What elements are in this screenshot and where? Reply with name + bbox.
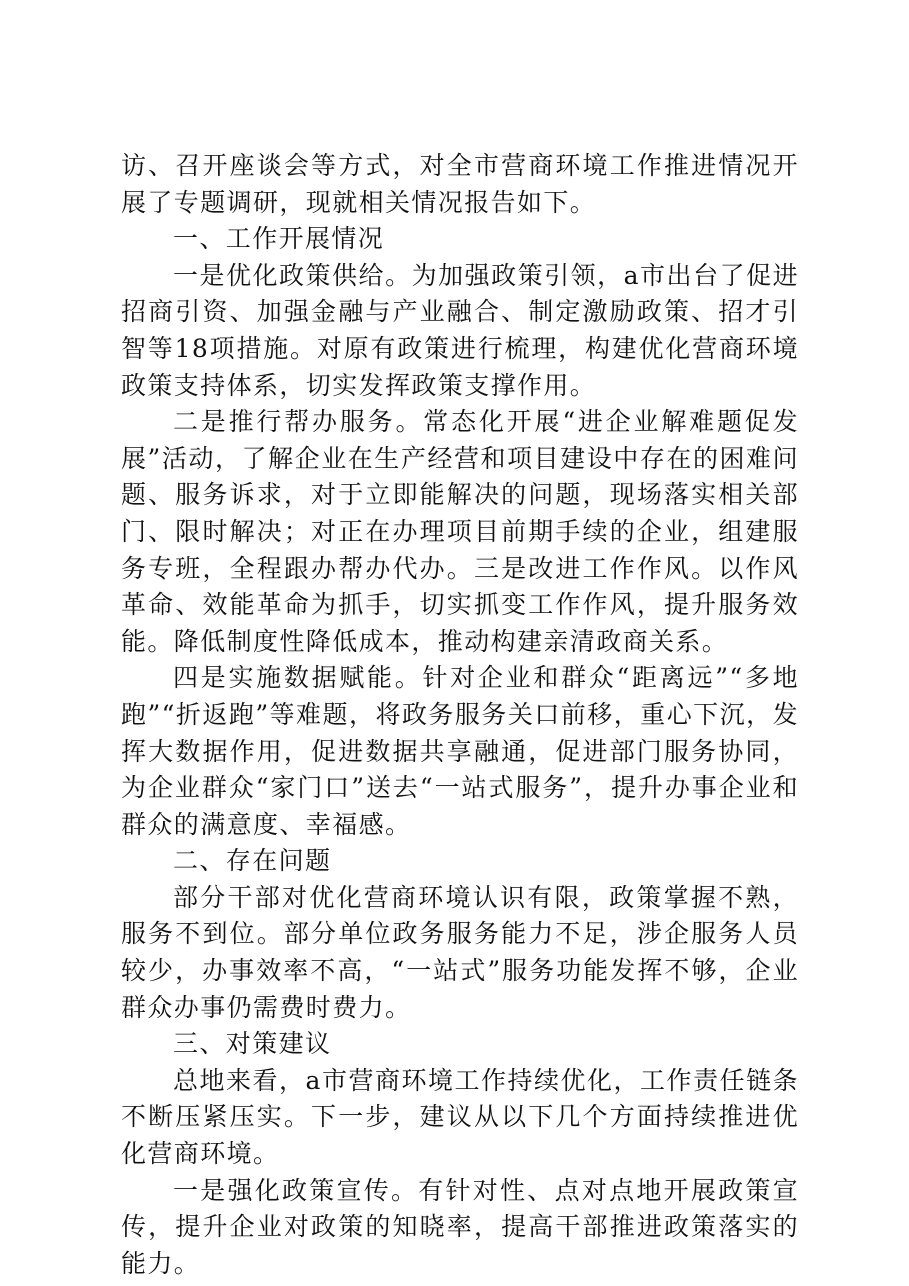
paragraph-data-empower: 四是实施数据赋能。针对企业和群众“距离远”“多地跑”“折返跑”等难题，将政务服务关口前移，重心下沉，发挥大数据作用，促进数据共享融通，促进部门服务协同，为企业群众“家门口”送去“一站式服务”，提升办事企业和群众的满意度、幸福感。: [121, 663, 799, 839]
intro-paragraph: 访、召开座谈会等方式，对全市营商环境工作推进情况开展了专题调研，现就相关情况报告如下。: [121, 151, 799, 217]
paragraph-overall: 总地来看，a市营商环境工作持续优化，工作责任链条不断压紧压实。下一步，建议从以下几个方面持续推进优化营商环境。: [121, 1065, 799, 1169]
paragraph-publicity: 一是强化政策宣传。有针对性、点对点地开展政策宣传，提升企业对政策的知晓率，提高干部推进政策落实的能力。: [121, 1175, 799, 1278]
section-heading-work-progress: 一、工作开展情况: [173, 224, 385, 254]
section-heading-suggestions: 三、对策建议: [173, 1029, 332, 1059]
paragraph-problems: 部分干部对优化营商环境认识有限，政策掌握不熟，服务不到位。部分单位政务服务能力不足，涉企服务人员较少，办事效率不高，“一站式”服务功能发挥不够，企业群众办事仍需费时费力。: [121, 882, 799, 1022]
document-body: [121, 148, 799, 1282]
paragraph-policy-supply: 一是优化政策供给。为加强政策引领，a市出台了促进招商引资、加强金融与产业融合、制定激励政策、招才引智等18项措施。对原有政策进行梳理，构建优化营商环境政策支持体系，切实发挥政策支撑作用。: [121, 260, 799, 400]
section-heading-problems: 二、存在问题: [173, 846, 332, 876]
paragraph-help-service: 二是推行帮办服务。常态化开展“进企业解难题促发展”活动，了解企业在生产经营和项目建设中存在的困难问题、服务诉求，对于立即能解决的问题，现场落实相关部门、限时解决；对正在办理项目前期手续的企业，组建服务专班，全程跟办帮办代办。三是改进工作作风。以作风革命、效能革命为抓手，切实抓变工作作风，提升服务效能。降低制度性降低成本，推动构建亲清政商关系。: [121, 407, 799, 656]
